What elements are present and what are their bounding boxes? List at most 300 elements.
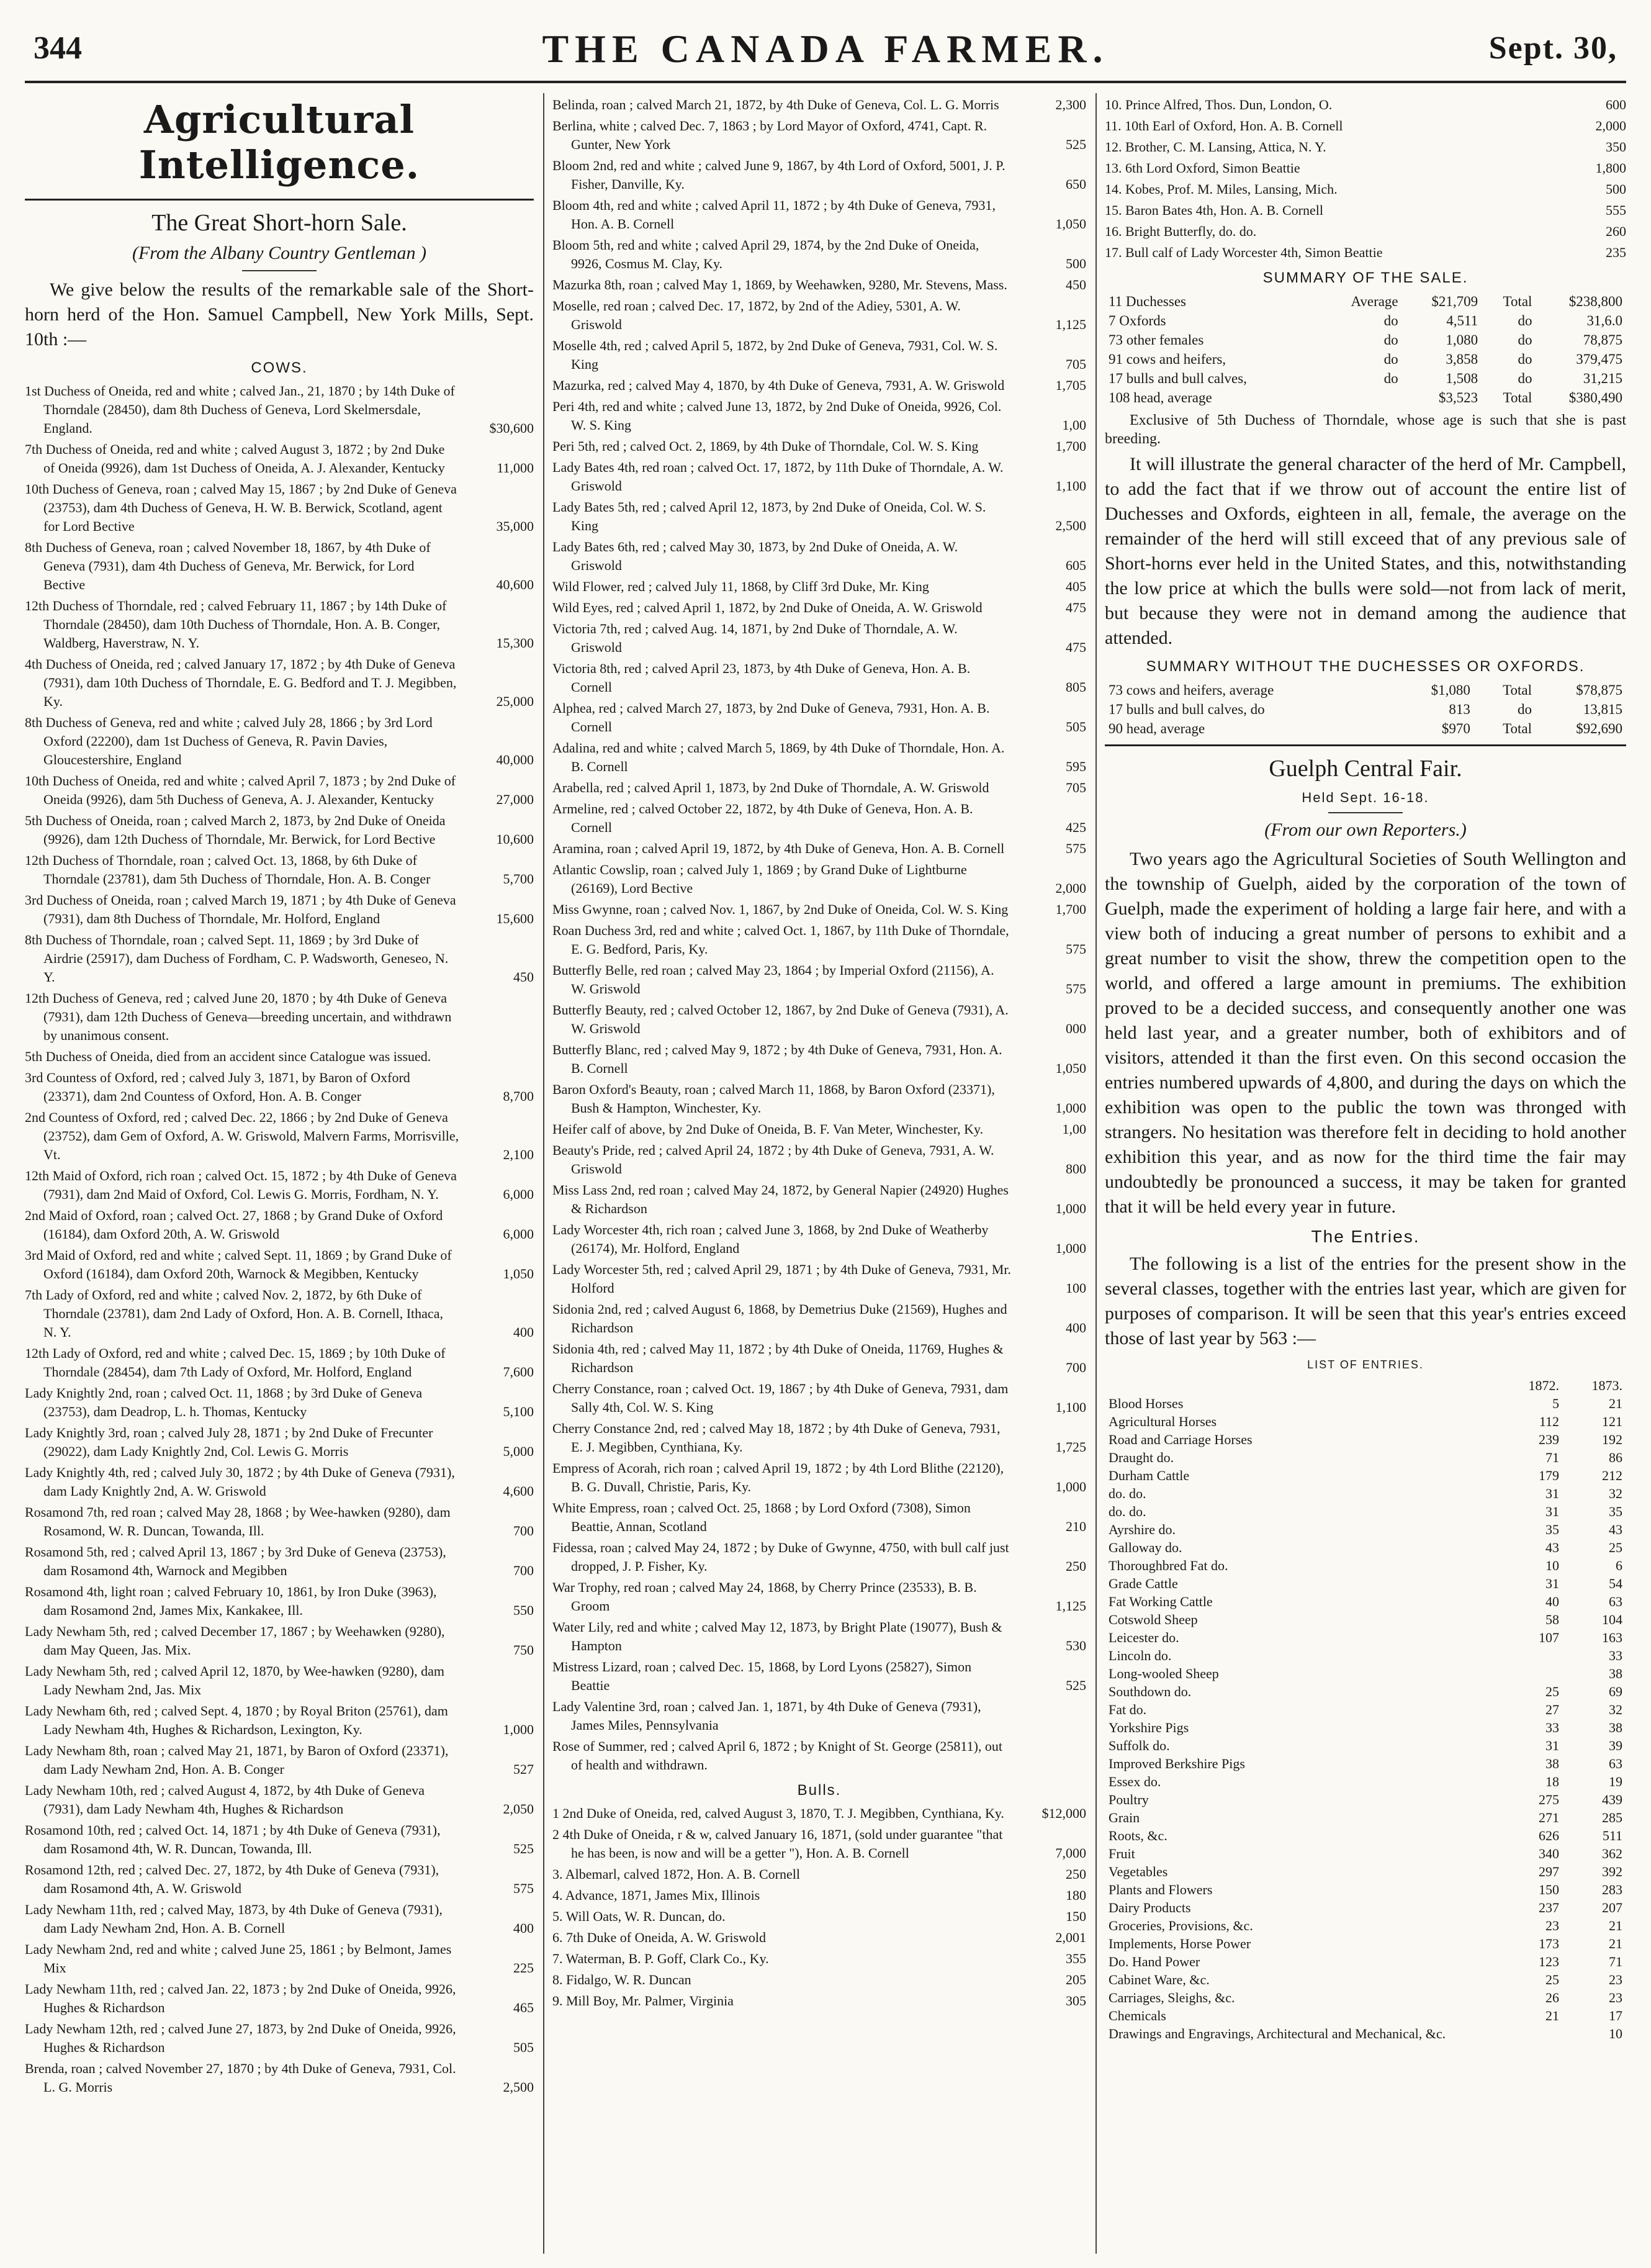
- entry-price: 705: [1066, 356, 1086, 372]
- table-cell: Plants and Flowers: [1109, 1882, 1213, 1897]
- entry-text: Fidessa, roan ; calved May 24, 1872 ; by Duke of Gwynne, 4750, with bull calf just dropped, J. P. Fisher, Ky.: [552, 1540, 1009, 1574]
- entry-text: 11. 10th Earl of Oxford, Hon. A. B. Cornell: [1105, 118, 1343, 133]
- table-cell: Road and Carriage Horses: [1109, 1432, 1253, 1447]
- entry-text: Cherry Constance, roan ; calved Oct. 19, 1867 ; by 4th Duke of Geneva, 7931, dam Sally 4th, Col. W. S. King: [552, 1381, 1009, 1415]
- sale-entry: [552, 1804, 1086, 1823]
- entry-price: 475: [1066, 639, 1086, 655]
- sale-entry: [552, 861, 1086, 898]
- header-rule: [25, 81, 1626, 83]
- sale-entry: [25, 1503, 534, 1540]
- issue-date: Sept. 30,: [1488, 30, 1617, 66]
- table-cell: Draught do.: [1109, 1450, 1174, 1465]
- entry-text: Lady Newham 12th, red ; calved June 27, 1873, by 2nd Duke of Oneida, 9926, Hughes & Richardson: [25, 2021, 456, 2055]
- entry-text: 9. Mill Boy, Mr. Palmer, Virginia: [552, 1993, 734, 2008]
- sale-entry: [25, 1047, 534, 1066]
- table-cell: Galloway do.: [1109, 1540, 1182, 1555]
- entry-text: Roan Duchess 3rd, red and white ; calved Oct. 1, 1867, by 11th Duke of Thorndale, E. G. Bedford, Paris, Ky.: [552, 923, 1009, 957]
- entry-text: 12th Duchess of Thorndale, red ; calved February 11, 1867 ; by 14th Duke of Thorndale (28450), dam 10th Duchess of Thorndale, Hon. A. B. Conger, Waldberg, Haverstraw, N. Y.: [25, 598, 447, 651]
- guelph-title: Guelph Central Fair.: [1269, 756, 1462, 782]
- table-cell: Agricultural Horses: [1109, 1414, 1217, 1429]
- summary2-table: [1105, 680, 1626, 738]
- sale-entry: [552, 699, 1086, 736]
- sale-entry: [552, 1001, 1086, 1038]
- entry-price: 355: [1066, 1951, 1086, 1966]
- entry-text: Butterfly Blanc, red ; calved May 9, 1872 ; by 4th Duke of Geneva, 7931, Hon. A. B. Cornell: [552, 1042, 1002, 1076]
- entries-row: [1105, 1502, 1626, 1520]
- entry-text: Lady Knightly 3rd, roan ; calved July 28, 1871 ; by 2nd Duke of Frecunter (29022), dam Lady Knightly 2nd, Col. Lewis G. Morris: [25, 1425, 433, 1459]
- table-cell: [1500, 2025, 1563, 2043]
- entry-price: 2,000: [1055, 880, 1086, 896]
- sale-entry: [25, 1463, 534, 1501]
- entry-price: 8,700: [503, 1088, 534, 1104]
- entry-price: 1,00: [1062, 417, 1086, 433]
- column-left: [25, 93, 534, 2254]
- table-cell: $21,709: [1431, 294, 1478, 309]
- entry-price: 575: [1066, 981, 1086, 996]
- table-cell: 32: [1609, 1486, 1622, 1501]
- table-cell: Drawings and Engravings, Architectural and Mechanical, &c.: [1109, 2026, 1446, 2041]
- table-cell: Improved Berkshire Pigs: [1109, 1756, 1245, 1771]
- table-cell: 58: [1545, 1612, 1559, 1627]
- sale-entry: [25, 1286, 534, 1342]
- table-cell: Roots, &c.: [1109, 1828, 1167, 1843]
- sale-entry: [552, 117, 1086, 154]
- sale-entry: [25, 382, 534, 438]
- entries-table: [1105, 1376, 1626, 2043]
- entry-text: Sidonia 2nd, red ; calved August 6, 1868, by Demetrius Duke (21569), Hughes and Richardson: [552, 1301, 1007, 1335]
- table-cell: 31: [1545, 1504, 1559, 1519]
- sale-entry: [25, 480, 534, 536]
- table-cell: 27: [1545, 1702, 1559, 1717]
- entry-price: 2,500: [1055, 518, 1086, 533]
- table-cell: 38: [1545, 1756, 1559, 1771]
- sale-entry: [552, 297, 1086, 334]
- entry-text: Rosamond 5th, red ; calved April 13, 1867 ; by 3rd Duke of Geneva (23753), dam Rosamond 4th, Warnock and Megibben: [25, 1544, 446, 1578]
- entry-text: 3rd Countess of Oxford, red ; calved July 3, 1871, by Baron of Oxford (23371), dam 2nd Countess of Oxford, Hon. A. B. Conger: [25, 1070, 410, 1104]
- sale-entry: [552, 498, 1086, 535]
- table-cell: Total: [1503, 682, 1532, 698]
- entry-text: Lady Bates 5th, red ; calved April 12, 1873, by 2nd Duke of Oneida, Col. W. S. King: [552, 499, 986, 533]
- table-cell: 207: [1602, 1900, 1622, 1915]
- entry-text: Aramina, roan ; calved April 19, 1872, by 4th Duke of Geneva, Hon. A. B. Cornell: [552, 841, 1005, 856]
- entry-price: 400: [513, 1324, 534, 1340]
- entry-price: 2,500: [503, 2079, 534, 2095]
- newspaper-page: [25, 19, 1626, 2254]
- table-cell: 21: [1545, 2008, 1559, 2023]
- table-cell: 271: [1539, 1810, 1559, 1825]
- entry-price: 000: [1066, 1021, 1086, 1036]
- entry-price: 550: [513, 1602, 534, 1618]
- table-cell: Total: [1503, 721, 1532, 736]
- table-cell: Cotswold Sheep: [1109, 1612, 1198, 1627]
- summary-row: [1105, 369, 1626, 388]
- entries-row: [1105, 1863, 1626, 1881]
- table-cell: 626: [1539, 1828, 1559, 1843]
- entry-text: Sidonia 4th, red ; calved May 11, 1872 ; by 4th Duke of Oneida, 11769, Hughes & Richardson: [552, 1341, 1004, 1375]
- entry-text: 8th Duchess of Geneva, roan ; calved November 18, 1867, by 4th Duke of Geneva (7931), dam 4th Duchess of Geneva, Mr. Berwick, for Lord Bective: [25, 540, 431, 592]
- entry-text: 7. Waterman, B. P. Goff, Clark Co., Ky.: [552, 1951, 769, 1966]
- entry-price: 1,000: [1055, 1100, 1086, 1116]
- entry-text: Rosamond 7th, red roan ; calved May 28, 1868 ; by Wee-hawken (9280), dam Rosamond, W. R. Duncan, Towanda, Ill.: [25, 1504, 451, 1538]
- page-header: [25, 19, 1626, 87]
- table-cell: 86: [1609, 1450, 1622, 1465]
- table-cell: 340: [1539, 1846, 1559, 1861]
- entry-text: 12th Lady of Oxford, red and white ; calved Dec. 15, 1869 ; by 10th Duke of Thorndale (28454), dam 7th Lady of Oxford, Mr. Holford, England: [25, 1345, 446, 1380]
- entry-price: 400: [1066, 1320, 1086, 1335]
- table-cell: Poultry: [1109, 1792, 1149, 1807]
- entry-text: 4. Advance, 1871, James Mix, Illinois: [552, 1887, 760, 1903]
- entry-text: 10. Prince Alfred, Thos. Dun, London, O.: [1105, 97, 1333, 112]
- table-cell: 33: [1609, 1648, 1622, 1663]
- entry-text: White Empress, roan ; calved Oct. 25, 1868 ; by Lord Oxford (7308), Simon Beattie, Annan, Scotland: [552, 1500, 971, 1534]
- entry-price: 2,300: [1055, 97, 1086, 112]
- entry-price: 40,600: [496, 577, 534, 592]
- table-cell: 18: [1545, 1774, 1559, 1789]
- sale-entry: [25, 1068, 534, 1106]
- table-cell: 13,815: [1583, 702, 1622, 717]
- table-cell: Ayrshire do.: [1109, 1522, 1176, 1537]
- entries-row: [1105, 1574, 1626, 1593]
- table-cell: 25: [1609, 1540, 1622, 1555]
- table-cell: Leicester do.: [1109, 1630, 1179, 1645]
- entry-text: 8. Fidalgo, W. R. Duncan: [552, 1972, 691, 1987]
- entry-price: 2,100: [503, 1147, 534, 1162]
- entry-price: 27,000: [496, 792, 534, 807]
- table-cell: 17: [1609, 2008, 1622, 2023]
- table-cell: $238,800: [1568, 294, 1622, 309]
- sale-entry: [552, 376, 1086, 395]
- sale-entry: [552, 437, 1086, 456]
- table-cell: do: [1518, 371, 1532, 386]
- entry-text: 8th Duchess of Geneva, red and white ; calved July 28, 1866 ; by 3rd Lord Oxford (22200), dam 1st Duchess of Geneva, R. Pavin Davies, Gloucestershire, England: [25, 715, 433, 767]
- entry-text: 8th Duchess of Thorndale, roan ; calved Sept. 11, 1869 ; by 3rd Duke of Airdrie (25917), dam Duchess of Fordham, C. P. Wadsworth, Geneseo, N. Y.: [25, 932, 449, 985]
- entry-text: 17. Bull calf of Lady Worcester 4th, Simon Beattie: [1105, 245, 1383, 260]
- entry-text: Mistress Lizard, roan ; calved Dec. 15, 1868, by Lord Lyons (25827), Simon Beattie: [552, 1659, 972, 1693]
- entry-price: 1,100: [1055, 478, 1086, 494]
- entries-header-row: [1105, 1376, 1626, 1394]
- entry-price: 555: [1606, 202, 1626, 218]
- entry-text: 6. 7th Duke of Oneida, A. W. Griswold: [552, 1930, 767, 1945]
- entry-price: 525: [1066, 137, 1086, 152]
- entry-text: Lady Bates 6th, red ; calved May 30, 1873, by 2nd Duke of Oneida, A. W. Griswold: [552, 539, 958, 573]
- table-cell: $970: [1441, 721, 1470, 736]
- entry-text: Miss Gwynne, roan ; calved Nov. 1, 1867, by 2nd Duke of Oneida, Col. W. S. King: [552, 901, 1009, 917]
- entry-text: Empress of Acorah, rich roan ; calved April 19, 1872 ; by 4th Lord Blithe (22120), B. G. Duvall, Christie, Paris, Ky.: [552, 1460, 1004, 1494]
- entry-text: 7th Lady of Oxford, red and white ; calved Nov. 2, 1872, by 6th Duke of Thorndale (23781), dam 2nd Lady of Oxford, Hon. A. B. Cornell, Ithaca, N. Y.: [25, 1287, 443, 1340]
- entry-text: 5th Duchess of Oneida, died from an accident since Catalogue was issued.: [25, 1049, 431, 1064]
- table-cell: 19: [1609, 1774, 1622, 1789]
- entry-price: $12,000: [1041, 1805, 1086, 1821]
- sale-entry: [552, 1886, 1086, 1905]
- entries-year-header: 1872.: [1528, 1378, 1559, 1393]
- entry-text: Rosamond 4th, light roan ; calved February 10, 1861, by Iron Duke (3963), dam Rosamond 2nd, James Mix, Kankakee, Ill.: [25, 1584, 437, 1618]
- cow-list: [25, 382, 534, 2097]
- entries-list-heading: LIST OF ENTRIES.: [1307, 1358, 1424, 1371]
- table-cell: do: [1518, 702, 1532, 717]
- entry-text: Bloom 5th, red and white ; calved April 29, 1874, by the 2nd Duke of Oneida, 9926, Cosmus M. Clay, Ky.: [552, 237, 979, 271]
- entry-text: Lady Newham 5th, red ; calved April 12, 1870, by Wee-hawken (9280), dam Lady Newham 2nd, Jas. Mix: [25, 1663, 444, 1697]
- table-cell: do: [1383, 351, 1398, 367]
- entry-price: 1,700: [1055, 901, 1086, 917]
- table-cell: 21: [1609, 1936, 1622, 1951]
- table-cell: 90 head, average: [1109, 721, 1205, 736]
- entry-text: Lady Bates 4th, red roan ; calved Oct. 17, 1872, by 11th Duke of Thorndale, A. W. Griswold: [552, 459, 1004, 494]
- sale-entry: [25, 1940, 534, 1977]
- sale-entry: [25, 1424, 534, 1461]
- table-cell: $380,490: [1568, 390, 1622, 405]
- table-cell: 31,215: [1583, 371, 1622, 386]
- entries-row: [1105, 1394, 1626, 1412]
- sale-entry: [552, 1971, 1086, 1989]
- summary2-row: [1105, 700, 1626, 719]
- table-cell: Southdown do.: [1109, 1684, 1192, 1699]
- entry-text: Alphea, red ; calved March 27, 1873, by 2nd Duke of Geneva, 7931, Hon. A. B. Cornell: [552, 700, 990, 734]
- entries-row: [1105, 1737, 1626, 1755]
- entry-price: 225: [513, 1960, 534, 1976]
- entry-text: Lady Newham 11th, red ; calved May, 1873, by 4th Duke of Geneva (7931), dam Lady Newham 2nd, Hon. A. B. Cornell: [25, 1902, 443, 1936]
- entry-text: Lady Newham 2nd, red and white ; calved June 25, 1861 ; by Belmont, James Mix: [25, 1941, 452, 1976]
- entry-price: 5,700: [503, 871, 534, 887]
- sale-entry: [25, 1206, 534, 1244]
- table-cell: Chemicals: [1109, 2008, 1166, 2023]
- table-cell: do. do.: [1109, 1486, 1146, 1501]
- bull-list: [552, 1804, 1086, 2010]
- sale-entry: [25, 1622, 534, 1660]
- cows-heading: COWS.: [251, 359, 308, 376]
- entries-row: [1105, 1701, 1626, 1719]
- entry-text: Butterfly Beauty, red ; calved October 12, 1867, by 2nd Duke of Geneva (7931), A. W. Griswold: [552, 1002, 1009, 1036]
- table-cell: do: [1518, 332, 1532, 348]
- entry-text: Bloom 2nd, red and white ; calved June 9, 1867, by 4th Lord of Oxford, 5001, J. P. Fisher, Danville, Ky.: [552, 158, 1005, 192]
- sale-entry: [552, 1538, 1086, 1576]
- entry-text: 14. Kobes, Prof. M. Miles, Lansing, Mich.: [1105, 181, 1338, 197]
- table-cell: 112: [1539, 1414, 1559, 1429]
- entry-price: 465: [513, 2000, 534, 2015]
- sale-entry: [552, 397, 1086, 435]
- entry-price: 180: [1066, 1887, 1086, 1903]
- table-cell: 10: [1545, 1558, 1559, 1573]
- entry-price: 1,800: [1595, 160, 1626, 176]
- sale-entry: [25, 440, 534, 477]
- sale-entry: [552, 659, 1086, 697]
- sale-entry: [552, 779, 1086, 797]
- sale-entry: [552, 1181, 1086, 1218]
- entry-price: 205: [1066, 1972, 1086, 1987]
- table-cell: 362: [1602, 1846, 1622, 1861]
- table-cell: 69: [1609, 1684, 1622, 1699]
- entry-price: 1,100: [1055, 1399, 1086, 1415]
- article-rule: [1105, 744, 1626, 746]
- entry-price: 2,050: [503, 1801, 534, 1817]
- table-cell: 73 cows and heifers, average: [1109, 682, 1274, 698]
- entry-text: 2 4th Duke of Oneida, r & w, calved January 16, 1871, (sold under guarantee "that he has been, is now and will be a getter "), Hon. A. B. Cornell: [552, 1827, 1003, 1861]
- table-cell: 813: [1449, 702, 1470, 717]
- table-cell: 21: [1609, 1396, 1622, 1411]
- entry-price: 210: [1066, 1519, 1086, 1534]
- table-cell: 392: [1602, 1864, 1622, 1879]
- sale-entry: [552, 236, 1086, 273]
- table-cell: 43: [1609, 1522, 1622, 1537]
- entry-price: 525: [1066, 1678, 1086, 1693]
- entries-row: [1105, 1845, 1626, 1863]
- table-cell: 40: [1545, 1594, 1559, 1609]
- sale-entry: [25, 713, 534, 769]
- entry-text: Beauty's Pride, red ; calved April 24, 1872 ; by 4th Duke of Geneva, 7931, A. W. Griswold: [552, 1142, 994, 1177]
- entry-price: 235: [1606, 245, 1626, 260]
- page-number: 344: [34, 30, 82, 66]
- table-cell: Implements, Horse Power: [1109, 1936, 1251, 1951]
- table-cell: 54: [1609, 1576, 1622, 1591]
- table-cell: do. do.: [1109, 1504, 1146, 1519]
- entry-text: 3. Albemarl, calved 1872, Hon. A. B. Cornell: [552, 1866, 800, 1882]
- sale-entry: [25, 1861, 534, 1898]
- table-cell: Durham Cattle: [1109, 1468, 1190, 1483]
- table-cell: 108 head, average: [1109, 390, 1212, 405]
- table-cell: Average: [1351, 294, 1398, 309]
- summary-note: Exclusive of 5th Duchess of Thorndale, whose age is such that she is past breeding.: [1105, 412, 1626, 447]
- sale-entry: [552, 1260, 1086, 1298]
- table-cell: 511: [1602, 1828, 1622, 1843]
- entry-price: 575: [1066, 941, 1086, 957]
- entry-text: 10th Duchess of Geneva, roan ; calved May 15, 1867 ; by 2nd Duke of Geneva (23753), dam 4th Duchess of Geneva, H. W. B. Berwick, Scotland, agent for Lord Bective: [25, 481, 457, 534]
- entry-text: Rose of Summer, red ; calved April 6, 1872 ; by Knight of St. George (25811), out of health and withdrawn.: [552, 1738, 1003, 1773]
- sale-entry: [552, 1658, 1086, 1695]
- bulls-heading: Bulls.: [797, 1782, 842, 1799]
- sale-entry: [552, 1459, 1086, 1496]
- table-cell: 71: [1609, 1954, 1622, 1969]
- table-cell: $1,080: [1431, 682, 1470, 698]
- sale-entry: [1105, 222, 1626, 241]
- short-rule: [242, 270, 317, 271]
- sale-entry: [25, 1980, 534, 2017]
- entries-row: [1105, 1809, 1626, 1827]
- table-cell: 78,875: [1583, 332, 1622, 348]
- entry-price: 575: [513, 1881, 534, 1896]
- entry-text: Bloom 4th, red and white ; calved April 11, 1872 ; by 4th Duke of Geneva, 7931, Hon. A. B. Cornell: [552, 197, 996, 232]
- sale-entry: [552, 156, 1086, 194]
- table-cell: Dairy Products: [1109, 1900, 1191, 1915]
- entries-heading: The Entries.: [1311, 1227, 1420, 1246]
- entry-text: 15. Baron Bates 4th, Hon. A. B. Cornell: [1105, 202, 1323, 218]
- table-cell: 31,6.0: [1586, 313, 1622, 328]
- table-cell: 150: [1539, 1882, 1559, 1897]
- entry-text: Victoria 8th, red ; calved April 23, 1873, by 4th Duke of Geneva, Hon. A. B. Cornell: [552, 661, 971, 695]
- entry-text: 10th Duchess of Oneida, red and white ; calved April 7, 1873 ; by 2nd Duke of Oneida (9926), dam 5th Duchess of Geneva, A. J. Alexander, Kentucky: [25, 773, 456, 807]
- entry-price: 7,600: [503, 1364, 534, 1380]
- entry-price: 800: [1066, 1161, 1086, 1177]
- entries-row: [1105, 1989, 1626, 2007]
- entry-price: 7,000: [1055, 1845, 1086, 1861]
- sale-entry: [552, 1697, 1086, 1735]
- table-cell: do: [1518, 313, 1532, 328]
- entry-price: 595: [1066, 759, 1086, 774]
- entry-text: 12th Maid of Oxford, rich roan ; calved Oct. 15, 1872 ; by 4th Duke of Geneva (7931), dam 2nd Maid of Oxford, Col. Lewis G. Morris, Fordham, N. Y.: [25, 1168, 457, 1202]
- sale-entry: [552, 1380, 1086, 1417]
- entries-row: [1105, 1827, 1626, 1845]
- table-cell: 6: [1616, 1558, 1622, 1573]
- entry-price: 1,125: [1055, 317, 1086, 332]
- table-cell: 239: [1539, 1432, 1559, 1447]
- entry-text: 2nd Maid of Oxford, roan ; calved Oct. 27, 1868 ; by Grand Duke of Oxford (16184), dam Oxford 20th, A. W. Griswold: [25, 1208, 443, 1242]
- table-cell: Cabinet Ware, &c.: [1109, 1972, 1210, 1987]
- sale-entry: [552, 839, 1086, 858]
- entry-text: Lady Knightly 2nd, roan ; calved Oct. 11, 1868 ; by 3rd Duke of Geneva (23753), dam Deadrop, L. h. Thomas, Kentucky: [25, 1385, 423, 1419]
- table-cell: 11 Duchesses: [1109, 294, 1186, 309]
- entries-row: [1105, 1448, 1626, 1466]
- entries-year-header: 1873.: [1591, 1378, 1622, 1393]
- table-cell: 163: [1602, 1630, 1622, 1645]
- entry-text: Moselle 4th, red ; calved April 5, 1872, by 2nd Duke of Geneva, 7931, Col. W. S. King: [552, 338, 998, 372]
- table-cell: do: [1383, 313, 1398, 328]
- sale-entry: [552, 1928, 1086, 1947]
- table-cell: 179: [1539, 1468, 1559, 1483]
- entry-price: 15,300: [496, 635, 534, 651]
- sale-entry: [552, 1221, 1086, 1258]
- table-cell: 17 bulls and bull calves,: [1109, 371, 1247, 386]
- entry-price: 250: [1066, 1558, 1086, 1574]
- column-divider: [1095, 93, 1097, 2254]
- cow-list-continued: [552, 96, 1086, 1774]
- sale-entry: [552, 276, 1086, 294]
- entry-text: Wild Eyes, red ; calved April 1, 1872, by 2nd Duke of Oneida, A. W. Griswold: [552, 600, 983, 615]
- entry-text: Peri 4th, red and white ; calved June 13, 1872, by 2nd Duke of Oneida, 9926, Col. W. S. King: [552, 399, 1002, 433]
- entry-text: Belinda, roan ; calved March 21, 1872, by 4th Duke of Geneva, Col. L. G. Morris: [552, 97, 999, 112]
- entry-text: 1 2nd Duke of Oneida, red, calved August 3, 1870, T. J. Megibben, Cynthiana, Ky.: [552, 1805, 1004, 1821]
- entry-text: Water Lily, red and white ; calved May 12, 1873, by Bright Plate (19077), Bush & Hampton: [552, 1619, 1002, 1653]
- entry-price: 1,050: [1055, 1060, 1086, 1076]
- entries-row: [1105, 1593, 1626, 1611]
- entry-text: 1st Duchess of Oneida, red and white ; calved Jan., 21, 1870 ; by 14th Duke of Thorndale (28450), dam 8th Duchess of Geneva, Lord Skelmersdale, England.: [25, 383, 455, 436]
- sale-entry: [552, 458, 1086, 495]
- entry-text: Lady Newham 10th, red ; calved August 4, 1872, by 4th Duke of Geneva (7931), dam Lady Newham 4th, Hughes & Richardson: [25, 1782, 425, 1817]
- sale-entry: [552, 599, 1086, 617]
- sale-entry: [25, 1108, 534, 1164]
- table-cell: 33: [1545, 1720, 1559, 1735]
- entries-header-blank: [1105, 1376, 1500, 1394]
- table-cell: 107: [1539, 1630, 1559, 1645]
- entry-text: Moselle, red roan ; calved Dec. 17, 1872, by 2nd of the Adiey, 5301, A. W. Griswold: [552, 298, 961, 332]
- table-cell: Groceries, Provisions, &c.: [1109, 1918, 1253, 1933]
- article-credit: (From the Albany Country Gentleman ): [132, 243, 427, 263]
- entry-text: Rosamond 10th, red ; calved Oct. 14, 1871 ; by 4th Duke of Geneva (7931), dam Rosamond 4th, W. R. Duncan, Towanda, Ill.: [25, 1822, 441, 1856]
- sale-entry: [1105, 138, 1626, 156]
- entry-text: 13. 6th Lord Oxford, Simon Beattie: [1105, 160, 1300, 176]
- table-cell: Yorkshire Pigs: [1109, 1720, 1189, 1735]
- entry-price: 6,000: [503, 1186, 534, 1202]
- table-cell: 439: [1602, 1792, 1622, 1807]
- sale-entry: [25, 655, 534, 711]
- sale-entry: [552, 1340, 1086, 1377]
- entry-text: 3rd Duchess of Oneida, roan ; calved March 19, 1871 ; by 4th Duke of Geneva (7931), dam 8th Duchess of Thorndale, Mr. Holford, England: [25, 892, 456, 926]
- entries-row: [1105, 1538, 1626, 1556]
- article-intro: We give below the results of the remarkable sale of the Short-horn herd of the Hon. Samuel Campbell, New York Mills, Sept. 10th :—: [25, 279, 534, 350]
- short-rule: [1328, 812, 1403, 813]
- sale-entry: [552, 1419, 1086, 1457]
- entry-text: Lady Newham 8th, roan ; calved May 21, 1871, by Baron of Oxford (23371), dam Lady Newham 2nd, Hon. A. B. Conger: [25, 1743, 449, 1777]
- sale-entry: [25, 1583, 534, 1620]
- entries-row: [1105, 1899, 1626, 1917]
- entry-price: 5,000: [503, 1443, 534, 1459]
- table-cell: 173: [1539, 1936, 1559, 1951]
- table-cell: 39: [1609, 1738, 1622, 1753]
- entry-price: 260: [1606, 224, 1626, 239]
- entry-price: 500: [1066, 256, 1086, 271]
- column-right: [1105, 93, 1626, 2254]
- entry-text: Lady Newham 11th, red ; calved Jan. 22, 1873 ; by 2nd Duke of Oneida, 9926, Hughes & Richardson: [25, 1981, 456, 2015]
- table-cell: Vegetables: [1109, 1864, 1168, 1879]
- guelph-dates: Held Sept. 16-18.: [1302, 790, 1429, 805]
- entry-text: Lady Valentine 3rd, roan ; calved Jan. 1, 1871, by 4th Duke of Geneva (7931), James Miles, Pennsylvania: [552, 1699, 981, 1733]
